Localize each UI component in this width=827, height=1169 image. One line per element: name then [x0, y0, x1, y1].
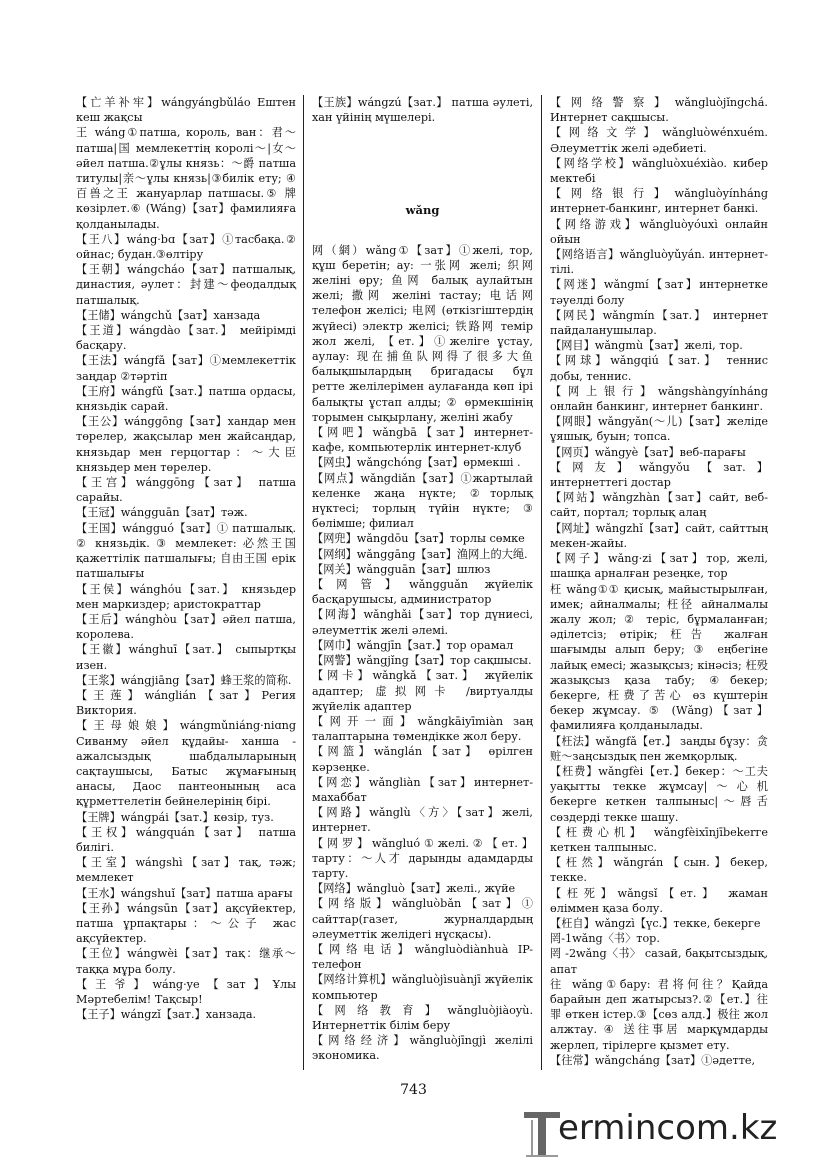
dictionary-entry: 【网卡】wǎngkǎ【зат.】 жүйелік адаптер; 虚拟网卡 /виртуалды жүйелік адаптер — [312, 669, 533, 713]
dictionary-entry: 【王朝】wángcháo【зат】патшалық, династия, әулет：封建～феодалдық патшалық. — [76, 263, 296, 307]
dictionary-entry: 【王莲】wánglián【зат】Регия Виктория. — [76, 688, 296, 718]
dictionary-entry: 【王侯】wánghóu【зат.】 князьдер мен маркиздер; аристократтар — [76, 582, 296, 611]
dictionary-entry: 【王国】wángguó【зат】① патшалық. ② князьдік. ③ мемлекет: 必然王国 қажеттілік патшалығы; 自由王国 ерік патшалығы — [76, 521, 296, 581]
section-heading: wǎng — [405, 203, 440, 218]
dictionary-entry: 【王后】wánghòu【зат】әйел патша, королева. — [76, 612, 296, 642]
dictionary-entry: 【网页】wǎngyè【зат】веб-парағы — [550, 445, 746, 459]
dictionary-entry: 【网民】wǎngmín【зат.】 интернет пайдаланушылар. — [550, 308, 768, 338]
dictionary-entry: 【网络银行】wǎngluòyínháng интернет-банкинг, интернет банкі. — [550, 187, 768, 216]
dictionary-entry: 【王室】wángshì【зат】тақ, тәж; мемлекет — [76, 856, 296, 885]
termincom-logo — [518, 1100, 818, 1162]
dictionary-entry: 【王储】wángchǔ【зат】ханзада — [76, 308, 261, 322]
dictionary-entry: 【网吧】wǎngbā【зат】интернет-кафе, компьютерлік интернет-клуб — [312, 426, 533, 455]
dictionary-entry: 【王冠】wángguān【зат】тәж. — [76, 506, 248, 520]
dictionary-entry: 【枉然】wǎngrán【сын.】бекер, текке. — [550, 856, 768, 885]
dictionary-entry: 【网管】wǎngguǎn жүйелік басқарушысы, администратор — [312, 578, 533, 607]
dictionary-entry: 【网络语言】wǎngluòyǔyán. интернет-тілі. — [550, 248, 768, 277]
dictionary-entry: 网（網）wǎng①【зат】①желі, тор, құш беретін; ау: 一张网 желі; 织网 желіні өру; 鱼网 балық аулайтын желі; 撒网 желіні тастау; 电话网 телефон желісі; 电网 (өткізгіштердің жүйесі) электр желісі; 铁路网 темір жол желі, 【ет.】①желіге ұстау, аулау: 现在捕鱼队网得了很多大鱼 балықшылардың бригадасы бұл ретте желілерімен аулағанда көп ірі балықты ұстап алды; ② өрмекшінің торымен сықырлану, желіні жабу — [312, 243, 533, 424]
dictionary-entry: 枉 wǎng①① қисық, майыстырылған, имек; айналмалы; 枉径 айналмалы жалу жол; ② теріс, бұрмаланған; әділетсіз; өтірік; 枉告 жалған шағымды алып беру; ③ еңбегіне лайық емесі; жазықсыз; кінәсіз; 枉殁 жазықсыз қаза табу; ④бекер; бекерге, 枉费了苦心 өз күштерін бекер жұмсау. ⑤ (Wǎng)【зат】фамилияға қолданылады. — [550, 582, 768, 733]
dictionary-entry: 【网络版】wǎngluòbǎn【зат】① сайттар(газет, журналдардың әлеуметтік желідегі нұсқасы). — [312, 897, 533, 941]
dictionary-entry: 【枉法】wǎngfǎ【ет.】 заңды бұзу：贪赃～заңсыздық пен жемқорлық. — [550, 734, 768, 763]
dictionary-entry: 【王八】wáng·bɑ【зат】①тасбақа.② ойнас; будан.③өлтіру — [76, 232, 296, 262]
dictionary-entry: 【王公】wánggōng【зат】хандар мен төрелер, жақсылар мен жайсаңдар, князьдар мен герцогтар：～大臣 князьдер мен төрелер. — [76, 415, 296, 474]
column-divider-right — [541, 95, 542, 1070]
dictionary-entry: 【网路】wǎnglù〈方〉【зат】желі, интернет. — [312, 806, 533, 835]
dictionary-entry: 【网点】wǎngdiǎn【зат】①жартылай келенке жаңа нүкте; ②торлық нүктесі; торлың түйін нүкте; ③ бөлімше; филиал — [312, 471, 533, 531]
logo-t-icon — [522, 1106, 562, 1158]
dictionary-entry: 【网开一面】wǎngkāiyīmiàn заң талаптарына төмендікке жол беру. — [312, 714, 533, 744]
dictionary-entry: 往 wǎng①барy: 君将何往？Қайда барайын деп жатырсыз?.②【ет.】往罪 өткен істер.③【сөз алд.】极往 жол алжтау. ④ 送往事居 марқұмдарды жерлеп, тірілерге қызмет ету. — [550, 977, 768, 1052]
dictionary-entry: 【网篮】wǎnglán【зат】 өрілген кәрзеңке. — [312, 745, 533, 774]
dictionary-entry: 【网络文学】wǎngluòwénxuém. Әлеуметтік желі әдебиеті. — [550, 126, 768, 155]
dictionary-entry: 【网关】wǎngguān【зат】шлюз — [312, 562, 491, 576]
dictionary-entry: 【网眼】wǎngyǎn(～儿)【зат】желіде ұяшық, буын; топса. — [550, 415, 768, 444]
dictionary-entry: 【网友】wǎngyǒu【зат.】 интернеттегі достар — [550, 460, 768, 490]
dictionary-entry: 【网络】wǎngluò【зат】желі., жүйе — [312, 882, 516, 896]
dictionary-entry: 【网球】wǎngqiú【зат.】 теннис добы, теннис. — [550, 354, 768, 383]
dictionary-entry: 【网纲】wǎnggāng【зат】渔网上的大绳. — [312, 547, 528, 561]
dictionary-entry: 【王府】wángfǔ【зат.】патша ордасы, князьдік сарай. — [76, 384, 296, 414]
dictionary-entry: 【王徽】wánghuī【зат.】 сыпыртқы изен. — [76, 643, 296, 672]
dictionary-entry: 【网警】wǎngjǐng【зат】тор сақшысы. — [312, 654, 532, 668]
dictionary-entry: 【网恋】wǎngliàn【зат】интернет-махаббат — [312, 775, 533, 804]
dictionary-entry: 【王位】wángwèi【зат】тақ：继承～таққа мұра болу. — [76, 947, 296, 976]
dictionary-column-2 — [312, 95, 533, 1064]
dictionary-entry: 王 wáng①патша, король, ван：君～патша|国 мемлекеттің королі～|女～әйел патша.②ұлы князь：～爵 патша титулы|亲～ұлы князь|③билік ету; ④百兽之王 жануарлар патшасы.⑤ 牌 көзірлет.⑥ (Wáng)【зат】фамилияға қолданылады. — [76, 126, 296, 231]
dictionary-entry: 【往常】wǎngcháng【зат】①әдетте, — [550, 1053, 756, 1067]
dictionary-entry: 罔 -2wǎng〈书〉 сазай, бақытсыздық, апат — [550, 947, 768, 976]
dictionary-entry: 【网迷】wǎngmí【зат】интернетке тәуелді болу — [550, 278, 768, 307]
dictionary-entry: 【亡羊补牢】wángyángbǔláo Ештен кеш жақсы — [76, 96, 296, 125]
dictionary-entry: 【网罗】wǎngluó①желі.②【ет.】тарту：～人才 дарынды адамдарды тарту. — [312, 836, 533, 880]
dictionary-column-3 — [550, 95, 768, 1068]
dictionary-entry: 【王孙】wángsūn【зат】ақсүйектер, патша ұрпақтары：～公子 жас ақсүйектер. — [76, 901, 296, 946]
dictionary-entry: 【王爷】wáng·ye【зат】Ұлы Мәртебелім! Тақсыр! — [76, 977, 296, 1006]
dictionary-entry: 【网巾】wǎngjīn【зат.】тор орамал — [312, 638, 514, 652]
dictionary-entry: 【王宫】wánggōng【зат】 патша сарайы. — [76, 476, 296, 505]
dictionary-entry: 【网络游戏】wǎngluòyóuxì онлайн ойын — [550, 217, 768, 246]
dictionary-entry: 【网络经济】wǎngluòjīngjì желілі экономика. — [312, 1034, 533, 1063]
dictionary-entry: 【网虫】wǎngchóng【зат】өрмекші . — [312, 456, 521, 470]
column-divider-left — [303, 95, 304, 1070]
dictionary-entry: 【王水】wángshuǐ【зат】патша арағы — [76, 886, 293, 900]
dictionary-entry: 【网络学校】wǎngluòxuéxiào. кибер мектебі — [550, 156, 768, 186]
dictionary-entry: 【网络计算机】wǎngluòjìsuànjī жүйелік компьютер — [312, 973, 533, 1002]
dictionary-entry: 【王母娘娘】wángmǔniáng·niɑng Сиванму әйел құдайы- ханша - ажалсыздық шабдалыларының сақтаушысы, Батыс жұмағының анасы, Даос пантеонының аса құрметтелетін бейнелерінің бірі. — [76, 719, 296, 809]
dictionary-entry: 【枉死】wǎngsǐ【ет.】 жаман өліммен қаза болу. — [550, 886, 768, 915]
dictionary-entry: 【网兜】wǎngdōu【зат】торлы сөмке — [312, 532, 525, 546]
dictionary-entry: 【网目】wǎngmù【зат】желі, тор. — [550, 339, 743, 353]
logo-text: ermincom.kz — [558, 1108, 778, 1148]
dictionary-entry: 【网站】wǎngzhàn【зат】сайт, веб-сайт, портал; торлық алаң — [550, 491, 768, 520]
dictionary-entry: 【王权】wángquán【зат】 патша билігі. — [76, 825, 296, 854]
page-number: 743 — [400, 1082, 427, 1098]
dictionary-entry: 【网络电话】wǎngluòdiànhuà IP-телефон — [312, 942, 533, 972]
dictionary-entry: 【枉自】wǎngzì【үс.】текке, бекерге — [550, 916, 761, 930]
dictionary-entry: 【王牌】wángpái【зат.】көзір, туз. — [76, 810, 274, 824]
dictionary-entry: 【王子】wángzǐ【зат.】ханзада. — [76, 1008, 257, 1022]
dictionary-entry: 【网上银行】wǎngshàngyínháng онлайн банкинг, интернет банкинг. — [550, 384, 768, 414]
dictionary-column-1 — [76, 95, 296, 1022]
dictionary-entry: 【网址】wǎngzhǐ【зат】сайт, сайттың мекен-жайы. — [550, 521, 768, 550]
dictionary-entry: 【枉费】wǎngfèi【ет.】бекер：～工夫уақытты текке жұмсау|～心机 бекерге кеткен талпыныс|～唇舌 сөздерді текке шашу. — [550, 764, 768, 824]
dictionary-entry: 【网子】wǎng·zi【зат】тор, желі, шашқа арналған резеңке, тор — [550, 552, 768, 581]
dictionary-entry: 【王道】wángdào【зат.】 мейірімді басқару. — [76, 324, 296, 353]
dictionary-entry: 【王浆】wángjiāng【зат】蜂王浆的简称. — [76, 673, 292, 687]
dictionary-entry: 【枉费心机】 wǎngfèixīnjībekerге кеткен талпыныс. — [550, 825, 768, 854]
dictionary-entry: 【网络警察】wǎngluòjǐngchá. Интернет сақшысы. — [550, 96, 768, 125]
dictionary-entry: 【网络教育】wǎngluòjiàoyù. Интернеттік білім беру — [312, 1003, 533, 1032]
dictionary-entry: 【王法】wángfǎ【зат】①мемлекеттік заңдар ②тәртіп — [76, 354, 296, 383]
dictionary-entry: 【王族】wángzú【зат.】 патша әулеті, хан үйінің мүшелері. — [312, 96, 533, 125]
dictionary-entry: 罔-1wǎng〈书〉тор. — [550, 932, 660, 946]
dictionary-entry: 【网海】wǎnghǎi【зат】тор дүниесі, әлеуметтік желі әлемі. — [312, 608, 533, 637]
